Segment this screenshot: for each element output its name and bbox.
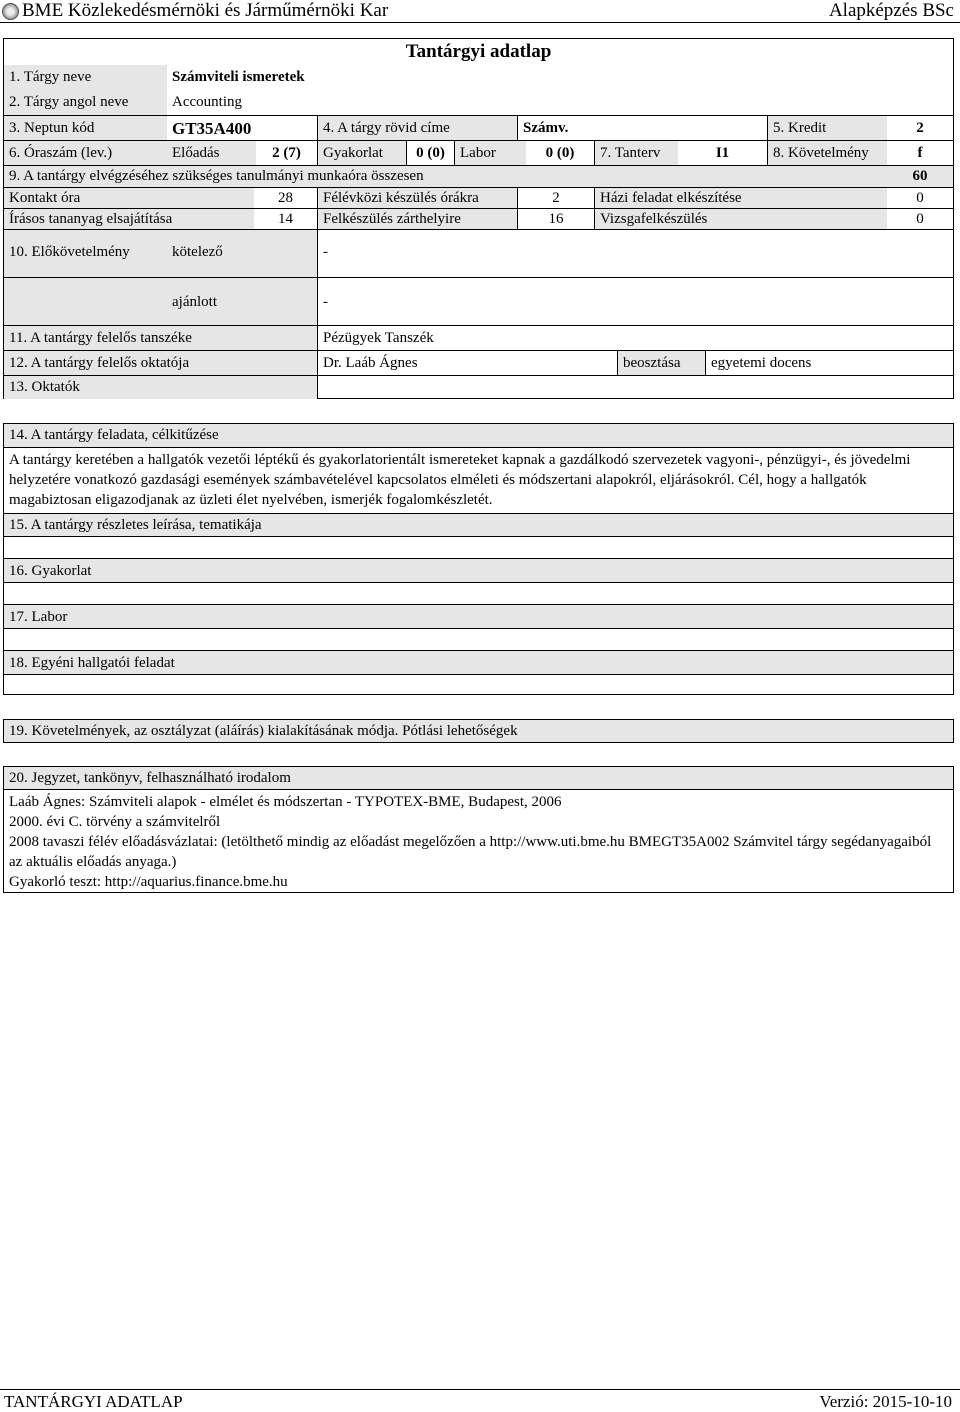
neptun-label: 3. Neptun kód [4,116,167,141]
requirements-label: 19. Követelmények, az osztályzat (aláírás) kialakításának módja. Pótlási lehetőségek [9,723,518,739]
position-value: egyetemi docens [705,351,953,376]
homework-label: Házi feladat elkészítése [594,188,887,209]
lecturer-value: Dr. Laáb Ágnes [317,351,617,376]
recommended-label: ajánlott [167,278,317,326]
course-name-value: Számviteli ismeretek [172,69,305,85]
row-workload-a [4,187,953,209]
credit-value: 2 [916,120,924,136]
curriculum-label: 7. Tanterv [594,141,678,166]
course-info-table [3,38,954,399]
prerequisite-spacer [4,278,167,326]
teachers-value [317,376,953,399]
contact-hours-value: 28 [278,190,293,206]
homework-value: 0 [916,190,924,206]
preparation-value: 2 [517,188,594,209]
mandatory-value: - [317,230,953,278]
department-label: 11. A tantárgy felelős tanszéke [4,326,317,351]
english-name-label: 2. Tárgy angol neve [4,90,167,115]
lab-value: 0 (0) [545,145,575,161]
section-16-header [4,558,953,583]
footer-doc-title: TANTÁRGYI ADATLAP [4,1392,183,1411]
page-title: Tantárgyi adatlap [405,41,552,62]
neptun-code: GT35A400 [172,119,252,138]
row-lecturer [4,350,953,376]
row-workload-b [4,208,953,230]
requirement-label: 8. Követelmény [767,141,887,166]
page-header [0,0,960,23]
literature-table [3,766,954,893]
written-material-label: Írásos tananyag elsajátítása [4,209,254,230]
course-name-label: 1. Tárgy neve [4,65,167,90]
lecture-label: Előadás [167,141,256,166]
curriculum-value: I1 [715,145,730,161]
recommended-value: - [317,278,953,326]
section-17-header [4,604,953,629]
teachers-label: 13. Oktatók [4,376,317,399]
bme-logo-icon [2,3,19,20]
section-20-body [4,789,953,893]
section-14-body [4,447,953,514]
contact-hours-label: Kontakt óra [4,188,254,209]
row-hours [4,140,953,166]
row-prereq-recommended [4,277,953,326]
literature-item: Laáb Ágnes: Számviteli alapok - elmélet és módszertan - TYPOTEX-BME, Budapest, 2006 [9,794,562,810]
midterm-prep-label: Felkészülés zárthelyire [317,209,517,230]
section-18-body [4,674,953,695]
lab-label: Labor [454,141,526,166]
individual-task-label: 18. Egyéni hallgatói feladat [9,655,175,671]
english-name-value: Accounting [172,94,242,110]
midterm-prep-value: 16 [517,209,594,230]
literature-item: 2008 tavaszi félév előadásvázlatai: (letölthető mindig az előadást megelőzően a http://www.uti.bme.hu BMEGT35A002 Számvitel tárgy segédanyagaiból az aktuális előadás anyaga.) [9,834,932,870]
header-left [2,0,388,22]
workload-total-value: 60 [912,168,928,184]
hours-label: 6. Óraszám (lev.) [4,141,167,166]
program-name: Alapképzés BSc [828,0,954,21]
exam-prep-value: 0 [916,211,924,227]
faculty-name: BME Közlekedésmérnöki és Járműmérnöki Kar [22,0,389,21]
lecture-value: 2 (7) [272,145,301,161]
section-19-header [4,720,953,742]
lab-section-label: 17. Labor [9,609,68,625]
page-footer [0,1389,960,1412]
course-description-table [3,423,954,695]
section-17-body [4,628,953,651]
row-english-name [4,90,953,115]
practice-label: Gyakorlat [317,141,406,166]
workload-total-label: 9. A tantárgy elvégzéséhez szükséges tanulmányi munkaóra összesen [9,168,424,184]
requirement-value: f [917,145,923,161]
position-label: beosztása [617,351,705,376]
row-teachers [4,375,953,399]
mandatory-label: kötelező [167,230,317,278]
short-title-value: Számv. [517,116,767,141]
written-material-value: 14 [278,211,293,227]
literature-item: 2000. évi C. törvény a számvitelről [9,814,221,830]
section-14-header [4,424,953,447]
lecturer-label: 12. A tantárgy felelős oktatója [4,351,317,376]
syllabus-label: 15. A tantárgy részletes leírása, tematikája [9,517,262,533]
section-20-header [4,767,953,789]
preparation-label: Félévközi készülés órákra [317,188,517,209]
section-15-body [4,536,953,559]
practice-section-label: 16. Gyakorlat [9,563,92,579]
literature-item: Gyakorló teszt: http://aquarius.finance.bme.hu [9,874,288,890]
row-workload-total [4,165,953,188]
objective-label: 14. A tantárgy feladata, célkitűzése [9,427,219,443]
literature-label: 20. Jegyzet, tankönyv, felhasználható irodalom [9,770,291,786]
section-15-header [4,513,953,537]
short-title-label: 4. A tárgy rövid címe [317,116,517,141]
practice-value: 0 (0) [406,141,454,166]
row-prereq-mandatory [4,229,953,278]
requirements-table [3,719,954,743]
row-department [4,325,953,351]
exam-prep-label: Vizsgafelkészülés [594,209,887,230]
prerequisite-label: 10. Előkövetelmény [4,230,167,278]
row-neptun [4,115,953,141]
row-course-name [4,65,953,90]
section-18-header [4,650,953,675]
credit-label: 5. Kredit [767,116,887,141]
department-value: Pézügyek Tanszék [317,326,953,351]
objective-text: A tantárgy keretében a hallgatók vezetői léptékű és gyakorlatorientált ismereteket kapnak a gazdálkodó szervezetek vagyoni-, pénzügyi-, és jövedelmi helyzetére vonatkozó gazdasági események számbavételével kapcsolatos elméleti és módszertani alapokról, eljárásokról. Cél, hogy a hallgatók magabiztosan eligazodjanak az üzleti élet nyelvében, ismerjék fogalomkészletét. [9,452,911,508]
section-16-body [4,582,953,605]
footer-version: Verzió: 2015-10-10 [819,1392,952,1411]
